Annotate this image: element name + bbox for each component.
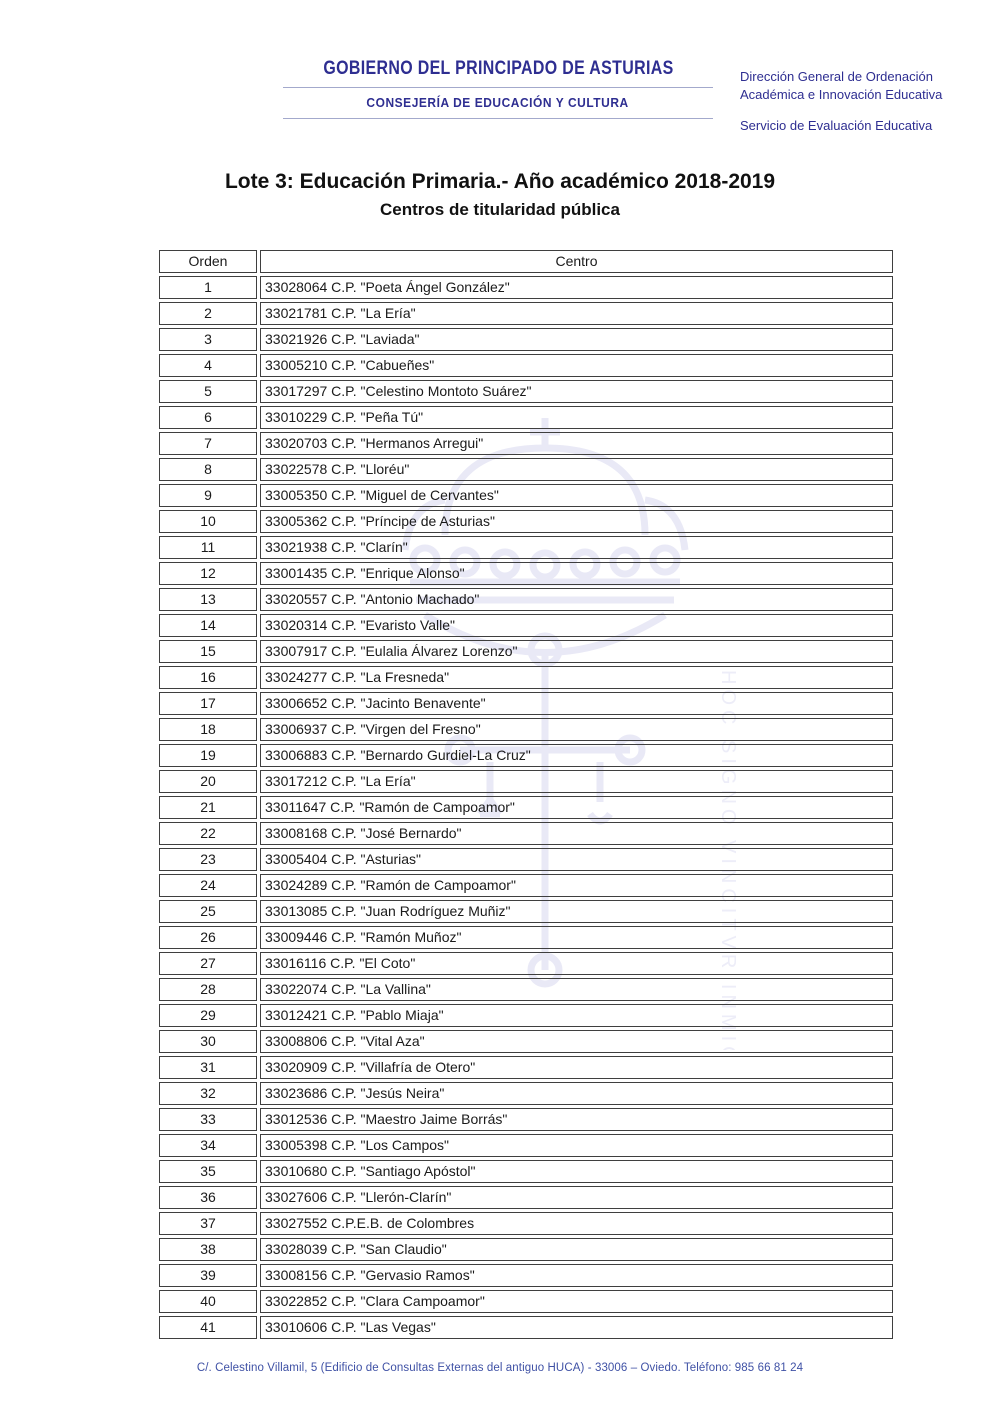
table-row [159, 1238, 893, 1261]
centro-cell: 33009446 C.P. "Ramón Muñoz" [260, 926, 893, 949]
table-row [159, 484, 893, 507]
centro-cell: 33021781 C.P. "La Ería" [260, 302, 893, 325]
table-row [159, 848, 893, 871]
centro-cell: 33008806 C.P. "Vital Aza" [260, 1030, 893, 1053]
table-row [159, 1264, 893, 1287]
centro-cell: 33021926 C.P. "Laviada" [260, 328, 893, 351]
centro-cell: 33012536 C.P. "Maestro Jaime Borrás" [260, 1108, 893, 1131]
centro-cell: 33028039 C.P. "San Claudio" [260, 1238, 893, 1261]
centro-cell: 33013085 C.P. "Juan Rodríguez Muñiz" [260, 900, 893, 923]
centro-cell: 33020314 C.P. "Evaristo Valle" [260, 614, 893, 637]
orden-cell: 6 [159, 406, 257, 429]
centro-cell: 33022852 C.P. "Clara Campoamor" [260, 1290, 893, 1313]
centro-cell: 33024289 C.P. "Ramón de Campoamor" [260, 874, 893, 897]
centro-cell: 33010229 C.P. "Peña Tú" [260, 406, 893, 429]
centro-cell: 33021938 C.P. "Clarín" [260, 536, 893, 559]
centro-cell: 33005404 C.P. "Asturias" [260, 848, 893, 871]
table-row [159, 978, 893, 1001]
orden-cell: 10 [159, 510, 257, 533]
orden-cell: 12 [159, 562, 257, 585]
centro-cell: 33008168 C.P. "José Bernardo" [260, 822, 893, 845]
centro-cell: 33020703 C.P. "Hermanos Arregui" [260, 432, 893, 455]
orden-cell: 8 [159, 458, 257, 481]
orden-cell: 5 [159, 380, 257, 403]
orden-cell: 38 [159, 1238, 257, 1261]
orden-cell: 31 [159, 1056, 257, 1079]
department-name: CONSEJERÍA DE EDUCACIÓN Y CULTURA [366, 95, 630, 110]
centro-cell: 33022578 C.P. "Lloréu" [260, 458, 893, 481]
orden-cell: 28 [159, 978, 257, 1001]
centro-cell: 33016116 C.P. "El Coto" [260, 952, 893, 975]
table-row [159, 874, 893, 897]
service-name: Servicio de Evaluación Educativa [740, 117, 933, 133]
page-title: Lote 3: Educación Primaria.- Año académico 2018-2019 [224, 170, 776, 193]
header-left-block [283, 58, 713, 119]
centro-cell: 33012421 C.P. "Pablo Miaja" [260, 1004, 893, 1027]
centro-cell: 33006883 C.P. "Bernardo Gurdiel-La Cruz" [260, 744, 893, 767]
orden-cell: 26 [159, 926, 257, 949]
table-row [159, 1212, 893, 1235]
orden-cell: 35 [159, 1160, 257, 1183]
orden-cell: 25 [159, 900, 257, 923]
centros-table-container [156, 247, 896, 1342]
orden-cell: 1 [159, 276, 257, 299]
table-row [159, 1056, 893, 1079]
orden-cell: 34 [159, 1134, 257, 1157]
table-row [159, 458, 893, 481]
centro-cell: 33020909 C.P. "Villafría de Otero" [260, 1056, 893, 1079]
centro-cell: 33024277 C.P. "La Fresneda" [260, 666, 893, 689]
centro-cell: 33005350 C.P. "Miguel de Cervantes" [260, 484, 893, 507]
table-row [159, 588, 893, 611]
orden-cell: 32 [159, 1082, 257, 1105]
orden-cell: 11 [159, 536, 257, 559]
table-row [159, 1004, 893, 1027]
orden-cell: 20 [159, 770, 257, 793]
orden-cell: 33 [159, 1108, 257, 1131]
table-row [159, 770, 893, 793]
orden-cell: 29 [159, 1004, 257, 1027]
orden-cell: 37 [159, 1212, 257, 1235]
direction-general-line1: Dirección General de Ordenación [740, 69, 933, 84]
table-row [159, 354, 893, 377]
table-row [159, 406, 893, 429]
table-row [159, 510, 893, 533]
orden-cell: 16 [159, 666, 257, 689]
page-subtitle: Centros de titularidad pública [380, 200, 620, 219]
table-row [159, 1316, 893, 1339]
table-row [159, 744, 893, 767]
orden-cell: 23 [159, 848, 257, 871]
table-row [159, 1134, 893, 1157]
orden-cell: 21 [159, 796, 257, 819]
orden-cell: 40 [159, 1290, 257, 1313]
centro-cell: 33020557 C.P. "Antonio Machado" [260, 588, 893, 611]
centro-cell: 33010680 C.P. "Santiago Apóstol" [260, 1160, 893, 1183]
centro-cell: 33017212 C.P. "La Ería" [260, 770, 893, 793]
table-row [159, 640, 893, 663]
table-row [159, 1160, 893, 1183]
orden-cell: 14 [159, 614, 257, 637]
centro-cell: 33023686 C.P. "Jesús Neira" [260, 1082, 893, 1105]
title-block [0, 170, 1000, 220]
column-header-orden: Orden [159, 250, 257, 273]
table-row [159, 380, 893, 403]
table-row [159, 536, 893, 559]
centro-cell: 33006652 C.P. "Jacinto Benavente" [260, 692, 893, 715]
table-row [159, 900, 893, 923]
watermark-motto: HOC SIGNO VINCITVR INMICVS [717, 670, 739, 1050]
table-row [159, 328, 893, 351]
table-row [159, 1082, 893, 1105]
table-row [159, 796, 893, 819]
footer-address: C/. Celestino Villamil, 5 (Edificio de Consultas Externas del antiguo HUCA) - 33006 – Oviedo. Teléfono: 985 66 81 24 [196, 1362, 804, 1374]
orden-cell: 39 [159, 1264, 257, 1287]
orden-cell: 36 [159, 1186, 257, 1209]
orden-cell: 41 [159, 1316, 257, 1339]
table-row [159, 1290, 893, 1313]
orden-cell: 9 [159, 484, 257, 507]
table-row [159, 432, 893, 455]
centro-cell: 33005210 C.P. "Cabueñes" [260, 354, 893, 377]
centro-cell: 33005362 C.P. "Príncipe de Asturias" [260, 510, 893, 533]
centro-cell: 33005398 C.P. "Los Campos" [260, 1134, 893, 1157]
orden-cell: 19 [159, 744, 257, 767]
column-header-centro: Centro [260, 250, 893, 273]
table-row [159, 614, 893, 637]
header-divider-top [283, 87, 713, 88]
table-row [159, 718, 893, 741]
table-row [159, 562, 893, 585]
centro-cell: 33008156 C.P. "Gervasio Ramos" [260, 1264, 893, 1287]
table-row [159, 302, 893, 325]
direction-general-line2: Académica e Innovación Educativa [740, 87, 943, 103]
centro-cell: 33017297 C.P. "Celestino Montoto Suárez" [260, 380, 893, 403]
government-name: GOBIERNO DEL PRINCIPADO DE ASTURIAS [322, 58, 674, 79]
orden-cell: 24 [159, 874, 257, 897]
orden-cell: 15 [159, 640, 257, 663]
centro-cell: 33007917 C.P. "Eulalia Álvarez Lorenzo" [260, 640, 893, 663]
table-row [159, 1186, 893, 1209]
table-row [159, 692, 893, 715]
table-row [159, 666, 893, 689]
table-row [159, 952, 893, 975]
orden-cell: 30 [159, 1030, 257, 1053]
orden-cell: 17 [159, 692, 257, 715]
orden-cell: 7 [159, 432, 257, 455]
header-divider-bottom [283, 118, 713, 119]
table-row [159, 822, 893, 845]
table-row [159, 1030, 893, 1053]
orden-cell: 22 [159, 822, 257, 845]
centro-cell: 33027552 C.P.E.B. de Colombres [260, 1212, 893, 1235]
orden-cell: 27 [159, 952, 257, 975]
centro-cell: 33022074 C.P. "La Vallina" [260, 978, 893, 1001]
orden-cell: 18 [159, 718, 257, 741]
centro-cell: 33006937 C.P. "Virgen del Fresno" [260, 718, 893, 741]
centro-cell: 33027606 C.P. "Llerón-Clarín" [260, 1186, 893, 1209]
centro-cell: 33001435 C.P. "Enrique Alonso" [260, 562, 893, 585]
orden-cell: 3 [159, 328, 257, 351]
table-row [159, 1108, 893, 1131]
centros-table [156, 247, 896, 1342]
centro-cell: 33028064 C.P. "Poeta Ángel González" [260, 276, 893, 299]
header-right-block [740, 68, 980, 135]
orden-cell: 13 [159, 588, 257, 611]
centro-cell: 33011647 C.P. "Ramón de Campoamor" [260, 796, 893, 819]
table-row [159, 276, 893, 299]
table-header-row [159, 250, 893, 273]
centro-cell: 33010606 C.P. "Las Vegas" [260, 1316, 893, 1339]
orden-cell: 2 [159, 302, 257, 325]
table-row [159, 926, 893, 949]
orden-cell: 4 [159, 354, 257, 377]
